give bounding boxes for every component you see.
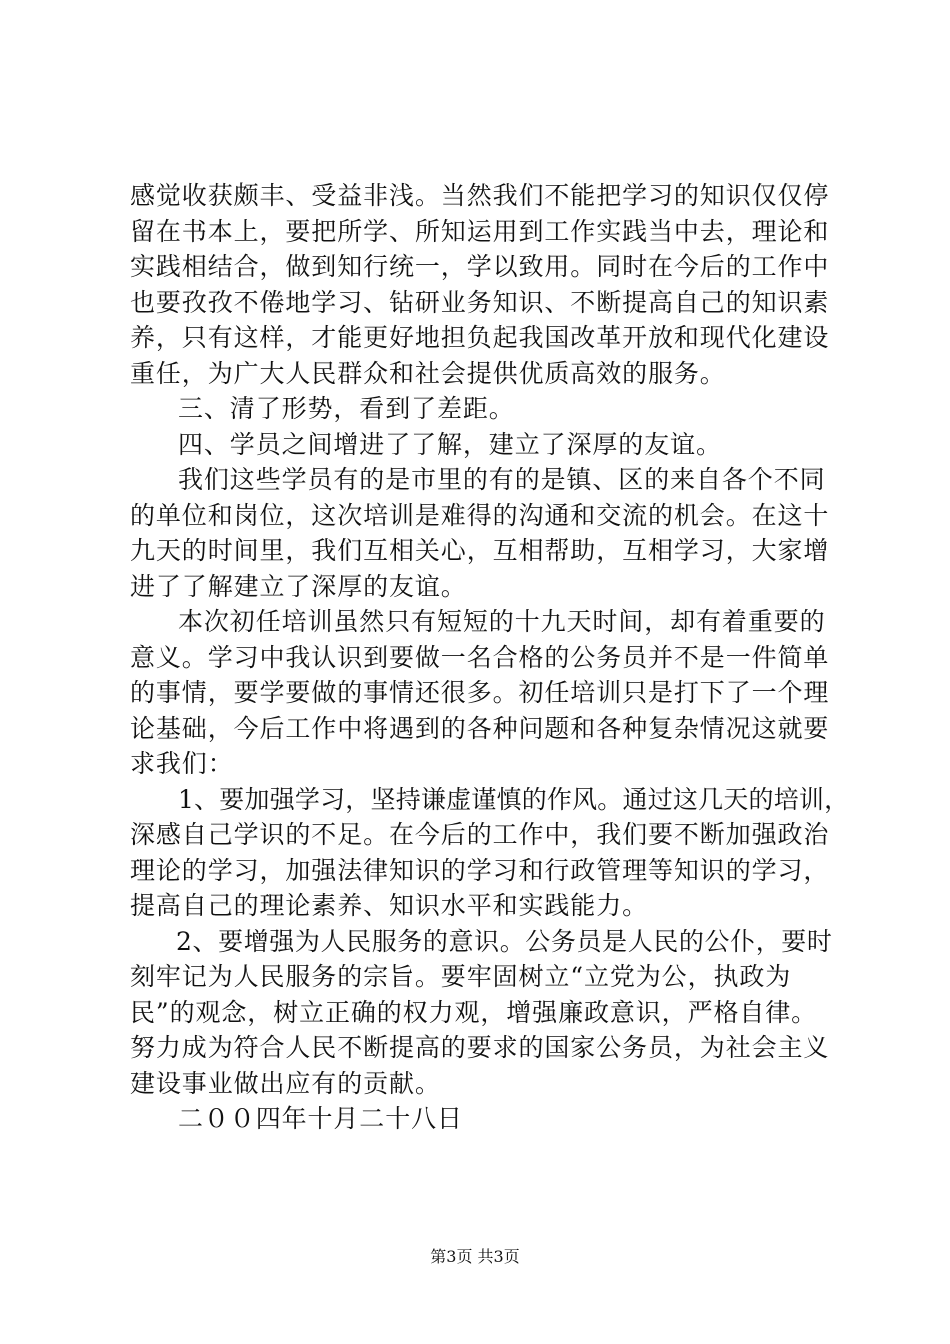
paragraph-line: 进了了解建立了深厚的友谊。: [130, 571, 467, 601]
section-heading-3: 三、清了形势，看到了差距。: [178, 394, 515, 423]
paragraph-line: 民”的观念，树立正确的权力观，增强廉政意识，严格自律。: [130, 997, 818, 1027]
paragraph-line: 留在书本上，要把所学、所知运用到工作实践当中去，理论和: [130, 216, 830, 246]
paragraph-line: 建设事业做出应有的贡献。: [130, 1068, 441, 1098]
paragraph-line: 论基础，今后工作中将遇到的各种问题和各种复杂情况这就要: [130, 713, 830, 743]
paragraph-line: 努力成为符合人民不断提高的要求的国家公务员，为社会主义: [130, 1033, 830, 1062]
paragraph-line: 深感自己学识的不足。在今后的工作中，我们要不断加强政治: [130, 820, 830, 849]
paragraph-line: 养，只有这样，才能更好地担负起我国改革开放和现代化建设: [130, 323, 830, 352]
section-heading-4: 四、学员之间增进了了解，建立了深厚的友谊。: [178, 429, 722, 459]
paragraph-line: 重任，为广大人民群众和社会提供优质高效的服务。: [130, 358, 726, 388]
paragraph-line: 的事情，要学要做的事情还很多。初任培训只是打下了一个理: [130, 678, 830, 707]
paragraph-line: 本次初任培训虽然只有短短的十九天时间，却有着重要的: [178, 607, 826, 636]
document-body: [130, 178, 850, 1137]
paragraph-line: 理论的学习，加强法律知识的学习和行政管理等知识的学习，: [130, 855, 830, 885]
paragraph-line: 实践相结合，做到知行统一，学以致用。同时在今后的工作中: [130, 252, 830, 281]
paragraph-line: 提高自己的理论素养、知识水平和实践能力。: [130, 891, 649, 920]
document-date: 二００四年十月二十八日: [178, 1104, 463, 1133]
paragraph-line: 我们这些学员有的是市里的有的是镇、区的来自各个不同: [178, 465, 826, 494]
paragraph-line: 的单位和岗位，这次培训是难得的沟通和交流的机会。在这十: [130, 500, 830, 530]
paragraph-line: 也要孜孜不倦地学习、钻研业务知识、不断提高自己的知识素: [130, 287, 830, 317]
numbered-item-2: 2、要增强为人民服务的意识。公务员是人民的公仆，要时: [176, 926, 833, 956]
numbered-item-1: 1、要加强学习，坚持谦虚谨慎的作风。通过这几天的培训，: [178, 784, 850, 814]
paragraph-line: 意义。学习中我认识到要做一名合格的公务员并不是一件简单: [130, 642, 830, 672]
page-number: 第3页 共3页: [430, 1247, 520, 1266]
paragraph-line: 求我们：: [130, 749, 234, 778]
paragraph-line: 感觉收获颇丰、受益非浅。当然我们不能把学习的知识仅仅停: [130, 181, 830, 210]
paragraph-line: 刻牢记为人民服务的宗旨。要牢固树立“立党为公，执政为: [130, 962, 792, 991]
paragraph-line: 九天的时间里，我们互相关心，互相帮助，互相学习，大家增: [130, 536, 830, 565]
